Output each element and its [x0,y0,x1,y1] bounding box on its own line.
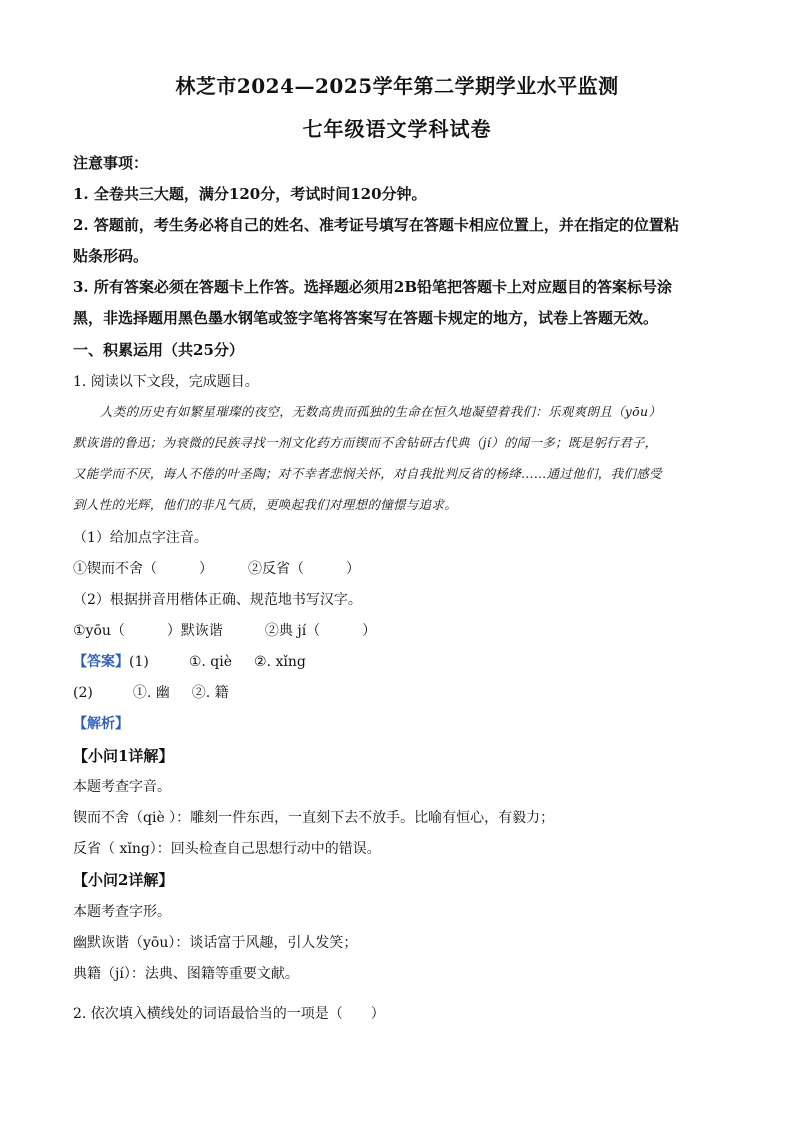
passage-line: 到人性的光辉，他们的非凡气质，更唤起我们对理想的憧憬与追求。 [73,497,458,512]
analysis-line: 本题考查字形。 [73,904,171,920]
analysis-line: 幽默诙谐（yōu）：谈话富于风趣，引人发笑； [73,935,358,951]
notes-heading: 注意事项： [73,154,149,172]
answer-line-1 [73,651,723,671]
analysis-line: 本题考查字音。 [73,779,171,795]
section-heading: 一、积累运用（共25分） [73,341,244,359]
note-item: 贴条形码。 [73,247,149,265]
answer-item: ①. 幽 [132,685,170,701]
subquestion-items: ①锲而不舍（ ） ②反省（ ） [73,561,360,577]
analysis-label: 【解析】 [73,716,129,732]
answer-item: ②. xǐng [254,654,306,670]
answer-part: (1) [129,654,149,670]
passage-line: 人类的历史有如繁星璀璨的夜空，无数高贵而孤独的生命在恒久地凝望着我们：乐观爽朗且（yōu） [100,404,662,419]
analysis-line: 锲而不舍（qiè ）：雕刻一件东西，一直刻下去不放手。比喻有恒心，有毅力； [73,810,555,826]
answer-part: (2) [73,685,93,701]
exam-title: 林芝市2024—2025学年第二学期学业水平监测 [175,74,619,98]
note-item: 3. 所有答案必须在答题卡上作答。选择题必须用2B铅笔把答题卡上对应题目的答案标号涂 [73,278,673,296]
question-stem: 1. 阅读以下文段，完成题目。 [73,374,259,390]
analysis-subtitle: 【小问2详解】 [73,871,174,889]
passage-line: 默诙谐的鲁迅；为衰微的民族寻找一剂文化药方而锲而不舍钻研古代典（jí）的闻一多；既是躬行君子， [73,435,658,450]
analysis-subtitle: 【小问1详解】 [73,747,174,765]
analysis-line: 反省（ xǐng）：回头检查自己思想行动中的错误。 [73,841,381,857]
answer-item: ②. 籍 [191,685,229,701]
answer-line-2 [73,682,723,702]
subquestion: （2）根据拼音用楷体正确、规范地书写汉字。 [73,592,362,608]
note-item: 黑，非选择题用黑色墨水钢笔或签字笔将答案写在答题卡规定的地方，试卷上答题无效。 [73,309,659,327]
note-item: 2. 答题前，考生务必将自己的姓名、准考证号填写在答题卡相应位置上，并在指定的位置粘 [73,216,679,234]
exam-subtitle: 七年级语文学科试卷 [302,117,492,141]
answer-label: 【答案】 [73,654,129,670]
subquestion: （1）给加点字注音。 [73,530,208,546]
answer-item: ①. qiè [188,654,233,670]
note-item: 1. 全卷共三大题，满分120分，考试时间120分钟。 [73,185,427,203]
question-stem: 2. 依次填入横线处的词语最恰当的一项是（ ） [73,1006,385,1022]
passage-line: 又能学而不厌，诲人不倦的叶圣陶；对不幸者悲悯关怀，对自我批判反省的杨绛……通过他们，我们感受 [73,466,662,481]
analysis-line: 典籍（jí）：法典、图籍等重要文献。 [73,966,299,982]
subquestion-items: ①yōu（ ）默诙谐 ②典 jí（ ） [73,623,377,639]
